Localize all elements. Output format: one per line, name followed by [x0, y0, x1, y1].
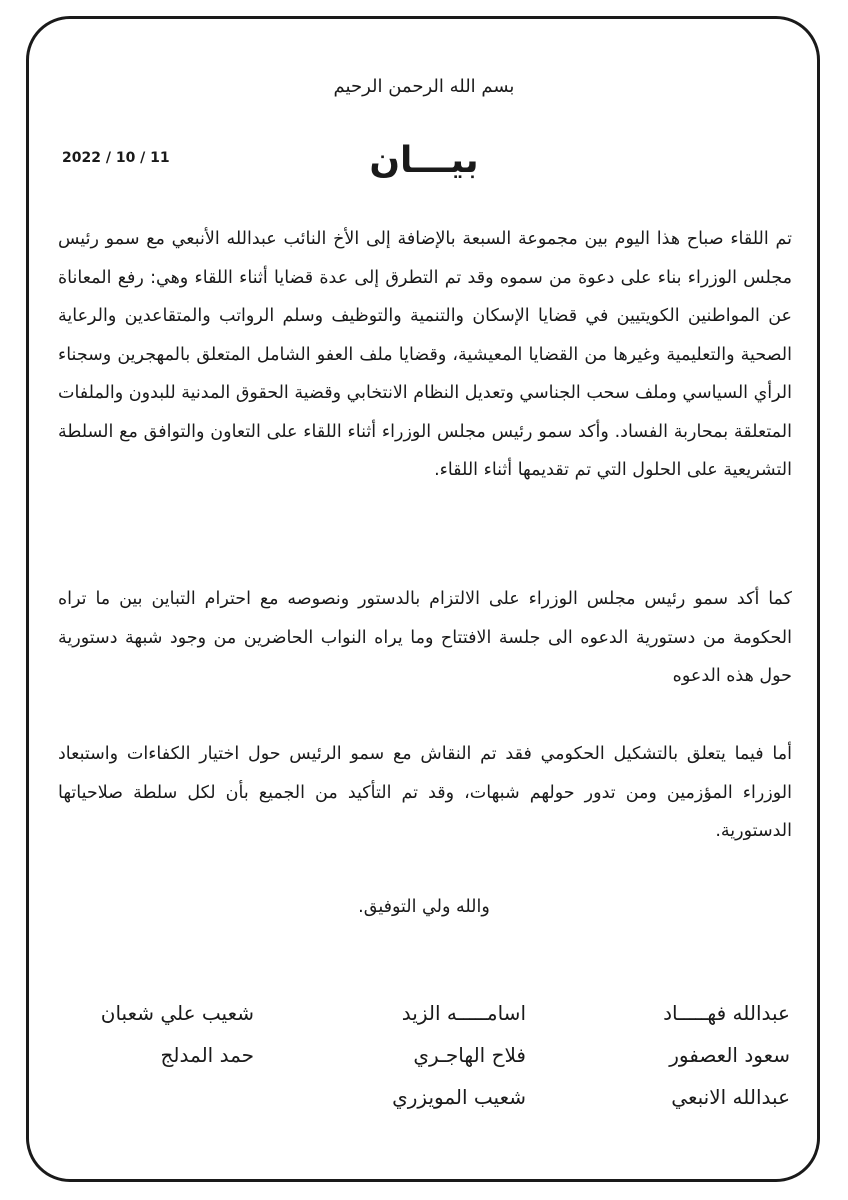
signature-name: سعود العصفور — [669, 1043, 790, 1067]
signature-name: حمد المدلج — [160, 1043, 254, 1067]
paragraph-3: أما فيما يتعلق بالتشكيل الحكومي فقد تم النقاش مع سمو الرئيس حول اختيار الكفاءات واستبعاد الوزراء المؤزمين ومن تدور حولهم شبهات، وقد تم التأكيد من الجميع بأن لكل سلطة صلاحياتها الدستورية. — [58, 744, 792, 841]
signature-name: فلاح الهاجـري — [413, 1043, 526, 1067]
document-date: 2022 / 10 / 11 — [62, 150, 170, 166]
paragraph-2: كما أكد سمو رئيس مجلس الوزراء على الالتزام بالدستور ونصوصه مع احترام التباين بين ما تراه الحكومة من دستورية الدعوه الى جلسة الافتتاح وما يراه النواب الحاضرين من وجود شبهة دستورية حول هذه الدعوه — [58, 589, 792, 686]
basmala: بسم الله الرحمن الرحيم — [333, 76, 515, 97]
signature-name: شعيب المويزري — [392, 1085, 526, 1109]
signature-name: اسامـــــه الزيد — [401, 1001, 526, 1025]
signature-name: عبدالله الانبعي — [671, 1085, 790, 1109]
signature-name: شعيب علي شعبان — [100, 1001, 254, 1025]
page-title: بيـــان — [369, 140, 479, 181]
signatures-left-column — [14, 992, 254, 1076]
signatures-right-column — [550, 992, 790, 1118]
paragraph-1: تم اللقاء صباح هذا اليوم بين مجموعة السبعة بالإضافة إلى الأخ النائب عبدالله الأنبعي مع سمو رئيس مجلس الوزراء بناء على دعوة من سموه وقد تم التطرق إلى عدة قضايا أثناء اللقاء وهي: رفع المعاناة عن المواطنين الكويتيين في قضايا الإسكان والتنمية والتوظيف وسلم الرواتب والمتقاعدين والرعاية الصحية والتعليمية وغيرها من القضايا المعيشية، وقضايا ملف العفو الشامل المتعلق بالمهجرين وسجناء الرأي السياسي وملف سحب الجناسي وتعديل النظام الانتخابي وقضية الحقوق المدنية للبدون والملفات المتعلقة بمحاربة الفساد. وأكد سمو رئيس مجلس الوزراء أثناء اللقاء على التعاون والتوافق مع السلطة التشريعية على الحلول التي تم تقديمها أثناء اللقاء. — [58, 229, 792, 480]
closing-line: والله ولي التوفيق. — [358, 897, 490, 917]
signatures-middle-column — [286, 992, 526, 1118]
signature-name: عبدالله فهـــــاد — [663, 1001, 790, 1025]
